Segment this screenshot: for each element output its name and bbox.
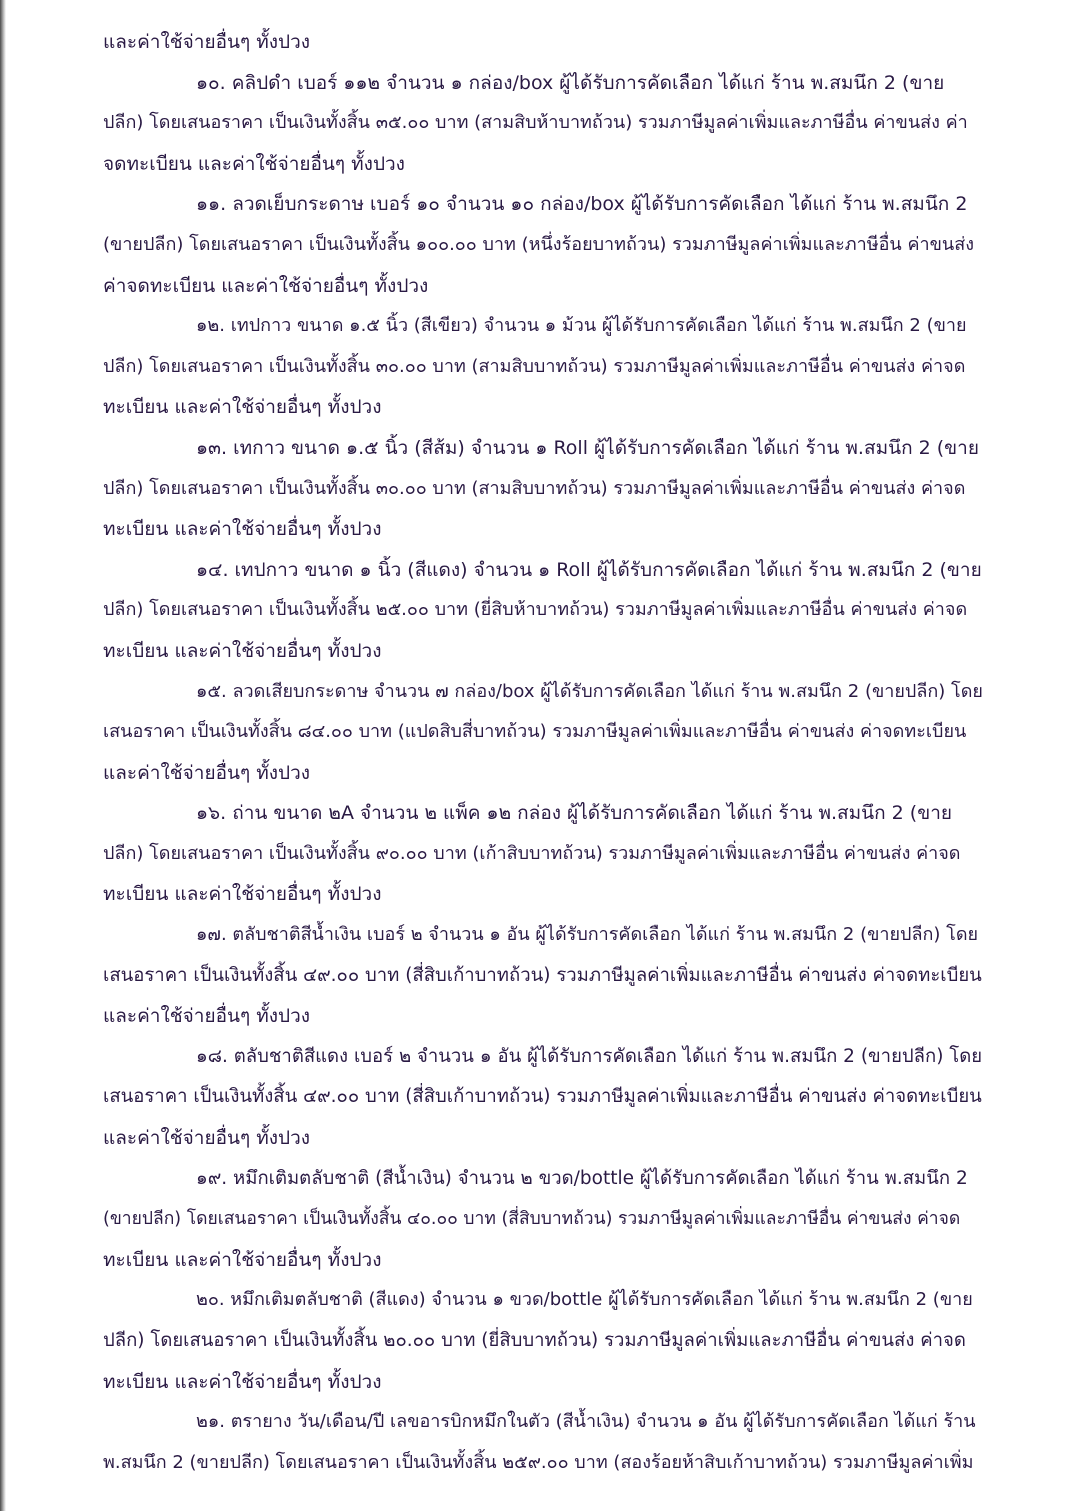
paragraph-first-line: ๑๗. ตลับชาติสีน้ำเงิน เบอร์ ๒ จำนวน ๑ อัน ผู้ได้รับการคัดเลือก ได้แก่ ร้าน พ.สมนึก 2 (ขายปลีก) โดย	[196, 924, 979, 946]
text-line: เสนอราคา เป็นเงินทั้งสิ้น ๘๔.๐๐ บาท (แปดสิบสี่บาทถ้วน) รวมภาษีมูลค่าเพิ่มและภาษีอื่น ค่าขนส่ง ค่าจดทะเบียน	[103, 721, 967, 743]
text-line: และค่าใช้จ่ายอื่นๆ ทั้งปวง	[103, 1005, 311, 1028]
paragraph-first-line: ๑๒. เทปกาว ขนาด ๑.๕ นิ้ว (สีเขียว) จำนวน ๑ ม้วน ผู้ได้รับการคัดเลือก ได้แก่ ร้าน พ.สมนึก 2 (ขาย	[196, 315, 967, 337]
document-body	[103, 22, 983, 1483]
paragraph-first-line: ๑๐. คลิปดำ เบอร์ ๑๑๒ จำนวน ๑ กล่อง/box ผู้ได้รับการคัดเลือก ได้แก่ ร้าน พ.สมนึก 2 (ขาย	[196, 71, 945, 94]
paragraph-first-line: ๑๔. เทปกาว ขนาด ๑ นิ้ว (สีแดง) จำนวน ๑ Roll ผู้ได้รับการคัดเลือก ได้แก่ ร้าน พ.สมนึก 2 (ขาย	[196, 558, 982, 581]
text-line: ปลีก) โดยเสนอราคา เป็นเงินทั้งสิ้น ๓๐.๐๐ บาท (สามสิบบาทถ้วน) รวมภาษีมูลค่าเพิ่มและภาษีอื่น ค่าขนส่ง ค่าจด	[103, 355, 966, 377]
paragraph-first-line: ๑๕. ลวดเสียบกระดาษ จำนวน ๗ กล่อง/box ผู้ได้รับการคัดเลือก ได้แก่ ร้าน พ.สมนึก 2 (ขายปลีก) โดย	[196, 680, 983, 702]
text-line: และค่าใช้จ่ายอื่นๆ ทั้งปวง	[103, 761, 311, 784]
text-line: และค่าใช้จ่ายอื่นๆ ทั้งปวง	[103, 31, 311, 53]
paragraph-first-line: ๑๙. หมึกเติมตลับชาติ (สีน้ำเงิน) จำนวน ๒ ขวด/bottle ผู้ได้รับการคัดเลือก ได้แก่ ร้าน พ.สมนึก 2	[196, 1167, 968, 1189]
text-line: ทะเบียน และค่าใช้จ่ายอื่นๆ ทั้งปวง	[103, 883, 382, 906]
text-line: พ.สมนึก 2 (ขายปลีก) โดยเสนอราคา เป็นเงินทั้งสิ้น ๒๕๙.๐๐ บาท (สองร้อยห้าสิบเก้าบาทถ้วน) รวมภาษีมูลค่าเพิ่ม	[103, 1451, 974, 1473]
text-line: ปลีก) โดยเสนอราคา เป็นเงินทั้งสิ้น ๒๕.๐๐ บาท (ยี่สิบห้าบาทถ้วน) รวมภาษีมูลค่าเพิ่มและภาษีอื่น ค่าขนส่ง ค่าจด	[103, 599, 968, 621]
text-line: เสนอราคา เป็นเงินทั้งสิ้น ๔๙.๐๐ บาท (สี่สิบเก้าบาทถ้วน) รวมภาษีมูลค่าเพิ่มและภาษีอื่น ค่าขนส่ง ค่าจดทะเบียน	[103, 1086, 982, 1108]
text-line: ทะเบียน และค่าใช้จ่ายอื่นๆ ทั้งปวง	[103, 518, 382, 541]
text-line: และค่าใช้จ่ายอื่นๆ ทั้งปวง	[103, 1127, 311, 1150]
text-line: ทะเบียน และค่าใช้จ่ายอื่นๆ ทั้งปวง	[103, 1248, 382, 1271]
text-line: (ขายปลีก) โดยเสนอราคา เป็นเงินทั้งสิ้น ๔๐.๐๐ บาท (สี่สิบบาทถ้วน) รวมภาษีมูลค่าเพิ่มและภาษีอื่น ค่าขนส่ง ค่าจด	[103, 1209, 961, 1230]
text-line: (ขายปลีก) โดยเสนอราคา เป็นเงินทั้งสิ้น ๑๐๐.๐๐ บาท (หนึ่งร้อยบาทถ้วน) รวมภาษีมูลค่าเพิ่มและภาษีอื่น ค่าขนส่ง	[103, 233, 974, 255]
text-line: ทะเบียน และค่าใช้จ่ายอื่นๆ ทั้งปวง	[103, 396, 382, 419]
text-line: จดทะเบียน และค่าใช้จ่ายอื่นๆ ทั้งปวง	[103, 152, 405, 175]
text-line: ค่าจดทะเบียน และค่าใช้จ่ายอื่นๆ ทั้งปวง	[103, 274, 429, 297]
text-line: ปลีก) โดยเสนอราคา เป็นเงินทั้งสิ้น ๓๐.๐๐ บาท (สามสิบบาทถ้วน) รวมภาษีมูลค่าเพิ่มและภาษีอื่น ค่าขนส่ง ค่าจด	[103, 477, 966, 499]
paragraph-first-line: ๑๖. ถ่าน ขนาด ๒A จำนวน ๒ แพ็ค ๑๒ กล่อง ผู้ได้รับการคัดเลือก ได้แก่ ร้าน พ.สมนึก 2 (ขาย	[196, 802, 953, 825]
paragraph-first-line: ๑๓. เทกาว ขนาด ๑.๕ นิ้ว (สีส้ม) จำนวน ๑ Roll ผู้ได้รับการคัดเลือก ได้แก่ ร้าน พ.สมนึก 2 (ขาย	[196, 436, 979, 459]
text-line: ทะเบียน และค่าใช้จ่ายอื่นๆ ทั้งปวง	[103, 639, 382, 662]
text-line: ทะเบียน และค่าใช้จ่ายอื่นๆ ทั้งปวง	[103, 1370, 382, 1393]
paragraph-first-line: ๒๐. หมึกเติมตลับชาติ (สีแดง) จำนวน ๑ ขวด/bottle ผู้ได้รับการคัดเลือก ได้แก่ ร้าน พ.สมนึก 2 (ขาย	[196, 1289, 973, 1311]
paragraph-first-line: ๑๘. ตลับชาติสีแดง เบอร์ ๒ จำนวน ๑ อัน ผู้ได้รับการคัดเลือก ได้แก่ ร้าน พ.สมนึก 2 (ขายปลีก) โดย	[196, 1045, 983, 1067]
scan-edge-shadow	[0, 0, 6, 1511]
text-line: ปลีก) โดยเสนอราคา เป็นเงินทั้งสิ้น ๓๕.๐๐ บาท (สามสิบห้าบาทถ้วน) รวมภาษีมูลค่าเพิ่มและภาษีอื่น ค่าขนส่ง ค่า	[103, 112, 968, 134]
text-line: ปลีก) โดยเสนอราคา เป็นเงินทั้งสิ้น ๒๐.๐๐ บาท (ยี่สิบบาทถ้วน) รวมภาษีมูลค่าเพิ่มและภาษีอื่น ค่าขนส่ง ค่าจด	[103, 1330, 966, 1351]
paragraph-first-line: ๑๑. ลวดเย็บกระดาษ เบอร์ ๑๐ จำนวน ๑๐ กล่อง/box ผู้ได้รับการคัดเลือก ได้แก่ ร้าน พ.สมนึก 2	[196, 193, 968, 216]
text-line: เสนอราคา เป็นเงินทั้งสิ้น ๔๙.๐๐ บาท (สี่สิบเก้าบาทถ้วน) รวมภาษีมูลค่าเพิ่มและภาษีอื่น ค่าขนส่ง ค่าจดทะเบียน	[103, 964, 982, 986]
text-line: ปลีก) โดยเสนอราคา เป็นเงินทั้งสิ้น ๙๐.๐๐ บาท (เก้าสิบบาทถ้วน) รวมภาษีมูลค่าเพิ่มและภาษีอื่น ค่าขนส่ง ค่าจด	[103, 842, 961, 864]
paragraph-first-line: ๒๑. ตรายาง วัน/เดือน/ปี เลขอารบิกหมึกในตัว (สีน้ำเงิน) จำนวน ๑ อัน ผู้ได้รับการคัดเลือก ได้แก่ ร้าน	[196, 1411, 976, 1433]
